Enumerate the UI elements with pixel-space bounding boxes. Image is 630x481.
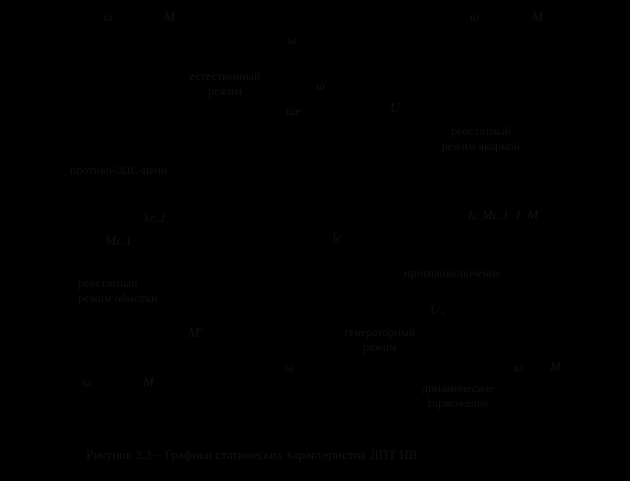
- axis-label-omega-top-right: ω: [470, 9, 480, 24]
- curve-label-M-prime: M': [188, 326, 204, 341]
- axis-label-M-bottom-left: M: [143, 374, 155, 389]
- annotation-generator-mode-line-1: генераторный: [344, 325, 416, 339]
- annotation-generator-mode: [310, 325, 450, 355]
- axis-label-M-top-right: M: [532, 9, 544, 24]
- annotation-natural-mode: [150, 69, 300, 99]
- annotation-rheostat-field: [78, 276, 248, 306]
- annotation-dynamic-braking-line-1: динамическое: [422, 381, 494, 395]
- annotation-rheostat-armature-line-1: реостатный: [451, 124, 511, 138]
- annotation-dynamic-braking-line-2: торможение: [427, 396, 489, 410]
- axis-label-M-top-left: M: [164, 9, 176, 24]
- annotation-dynamic-braking: [378, 381, 538, 411]
- annotation-rheostat-field-line-2: режим обмотки: [78, 291, 158, 305]
- curve-label-kc1: kс.1: [144, 210, 167, 225]
- axis-label-omega-0-b: ω: [316, 78, 326, 93]
- axis-label-omega-e-sub: ωе: [286, 103, 302, 118]
- axis-label-M-bottom-right: M: [550, 359, 562, 374]
- axis-label-omega-0-a: ω: [287, 32, 297, 47]
- annotation-rheostat-armature-line-3-wrap: [70, 163, 300, 178]
- annotation-natural-mode-line-2: режим: [208, 84, 242, 98]
- axis-label-omega-bottom-right: ω: [514, 359, 524, 374]
- curve-label-Ic-Mc1-I-M: Iс.Mс.1 I M: [468, 207, 539, 222]
- curve-label-Mc1: Mс.1: [105, 233, 133, 248]
- curve-label-U-minus: U↓: [430, 302, 447, 317]
- annotation-generator-mode-line-2: режим: [363, 340, 397, 354]
- axis-label-omega-bottom-left: ω: [82, 374, 92, 389]
- figure-caption: Рисунок 3.3 – Графики статических характеристик ДПТ НВ: [86, 447, 418, 462]
- annotation-rheostat-field-line-1: реостатный: [78, 276, 138, 290]
- axis-label-omega-top-left: ω: [103, 9, 113, 24]
- annotation-counter-switching: [370, 266, 535, 281]
- annotation-rheostat-armature: [396, 124, 566, 154]
- curve-label-Ic: Iс: [332, 230, 343, 245]
- annotation-natural-mode-line-1: естественный: [189, 69, 261, 83]
- annotation-rheostat-armature-line-3: противо-ЭДС-цепи: [70, 163, 168, 177]
- annotation-counter-switching-line-1: противовключение: [403, 266, 502, 280]
- axis-label-omega-0-c: ω: [285, 359, 295, 374]
- curve-label-U: U: [390, 101, 401, 116]
- annotation-rheostat-armature-line-2: режим якорной: [441, 139, 521, 153]
